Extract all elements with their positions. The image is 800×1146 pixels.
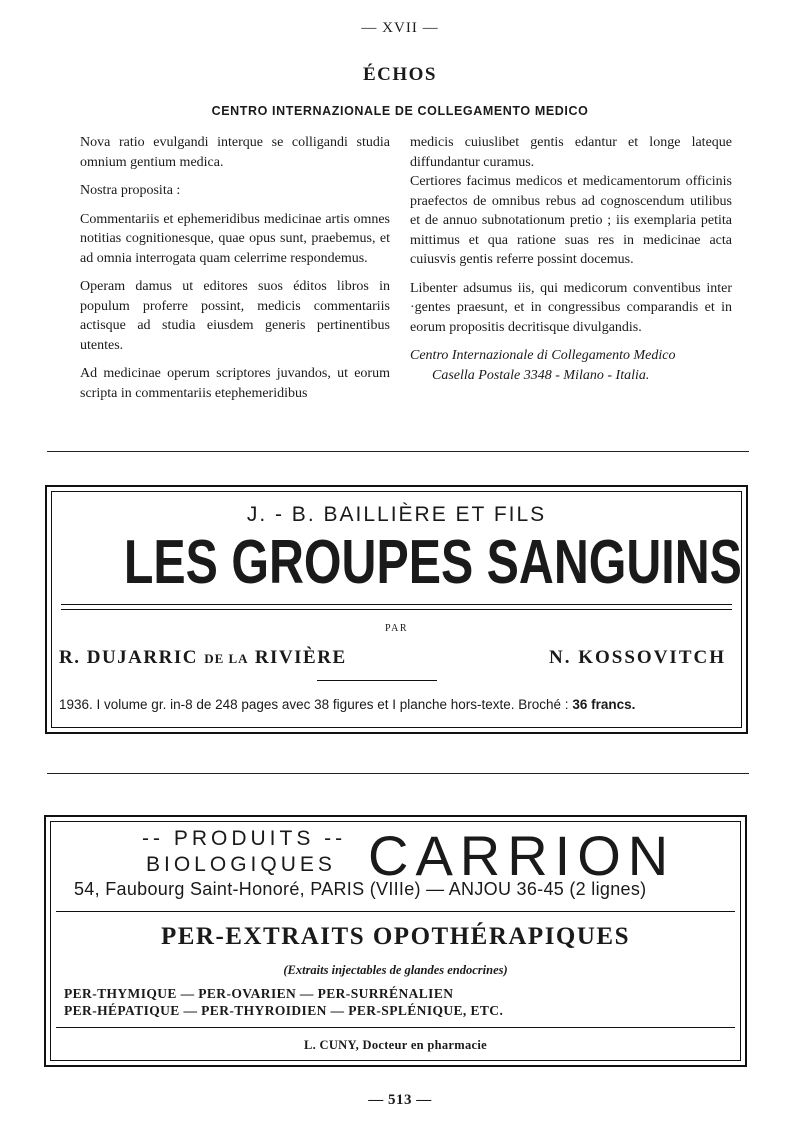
author-1 — [59, 647, 347, 669]
product-list-line: PER-HÉPATIQUE — PER-THYROIDIEN — PER-SPLÉNIQUE, ETC. — [64, 1003, 504, 1018]
article-paragraph: Operam damus ut editores suos éditos libros in populum proferre possint, medicis commentariis actisque ad studia eiusdem generis pertinentibus utentes. — [80, 279, 390, 353]
book-details: 1936. I volume gr. in-8 de 248 pages avec 38 figures et I planche hors-texte. Broché : — [59, 697, 569, 712]
product-subtitle: (Extraits injectables de glandes endocrines) — [283, 963, 508, 977]
section-subtitle: CENTRO INTERNAZIONALE DE COLLEGAMENTO MEDICO — [211, 104, 589, 118]
product-title: PER-EXTRAITS OPOTHÉRAPIQUES — [160, 923, 631, 950]
page-number-roman: — XVII — — [361, 20, 439, 36]
signature-line: Centro Internazionale di Collegamento Medico — [410, 348, 676, 363]
book-description — [59, 697, 734, 712]
product-list-line: PER-THYMIQUE — PER-OVARIEN — PER-SURRÉNALIEN — [64, 986, 454, 1001]
signature-address: Casella Postale 3348 - Milano - Italia. — [432, 367, 650, 383]
article-paragraph: Certiores facimus medicos et medicamentorum officinis praefectos de omnibus rebus ad cognoscendum utilibus et de annuo subnotationum pretio ; iis exemplaria petita mittimus et qua ratione suas res in medicinae acta cuiusvis gentis referre possint docemus. — [410, 174, 732, 267]
article-paragraph: Nostra proposita : — [80, 183, 181, 198]
section-title: ÉCHOS — [362, 64, 438, 85]
article-paragraph: medicis cuiuslibet gentis edantur et longe lateque diffundantur curamus. — [410, 135, 732, 170]
short-divider — [317, 680, 437, 681]
book-price: 36 francs. — [572, 697, 636, 712]
brand-name: CARRION — [368, 824, 676, 887]
page-number: — 513 — — [368, 1092, 432, 1108]
section-divider — [47, 451, 749, 452]
advertisement-book — [45, 485, 748, 734]
ad-divider — [56, 911, 735, 912]
book-title: LES GROUPES SANGUINS — [123, 528, 742, 597]
ad-divider — [56, 1027, 735, 1028]
article-paragraph: Ad medicinae operum scriptores juvandos, ut eorum scripta in commentariis etephemeridibus — [80, 366, 390, 401]
section-divider — [47, 773, 749, 774]
article-left-column — [80, 133, 390, 403]
author-2: N. KOSSOVITCH — [549, 647, 726, 668]
article-paragraph: Commentariis et ephemeridibus medicinae artis omnes notitias cognitionesque, quae opus sunt, praebemus, et ad omnia interrogata quam celerrime respondemus. — [80, 211, 390, 266]
ad-divider — [61, 604, 732, 605]
company-address: 54, Faubourg Saint-Honoré, PARIS (VIIIe) — ANJOU 36-45 (2 lignes) — [74, 879, 647, 899]
publisher-name: J. - B. BAILLIÈRE ET FILS — [246, 503, 547, 526]
article-right-column — [410, 133, 732, 385]
author-1-surname: RIVIÈRE — [254, 647, 347, 668]
ad-divider — [61, 609, 732, 610]
pharmacist-credit: L. CUNY, Docteur en pharmacie — [304, 1038, 487, 1052]
author-1-particle: DE LA — [204, 651, 249, 666]
produits-label: -- PRODUITS -- — [142, 827, 347, 850]
by-label: PAR — [384, 623, 409, 634]
author-1-name: R. DUJARRIC — [59, 647, 198, 668]
biologiques-label: BIOLOGIQUES — [146, 853, 336, 876]
advertisement-carrion — [44, 815, 747, 1067]
article-paragraph: Libenter adsumus iis, qui medicorum conventibus inter ·gentes praesunt, et in congressibus comparandis et in eorum propositis decritisque divulgandis. — [410, 280, 732, 335]
article-paragraph: Nova ratio evulgandi interque se colligandi studia omnium gentium medica. — [80, 135, 390, 170]
